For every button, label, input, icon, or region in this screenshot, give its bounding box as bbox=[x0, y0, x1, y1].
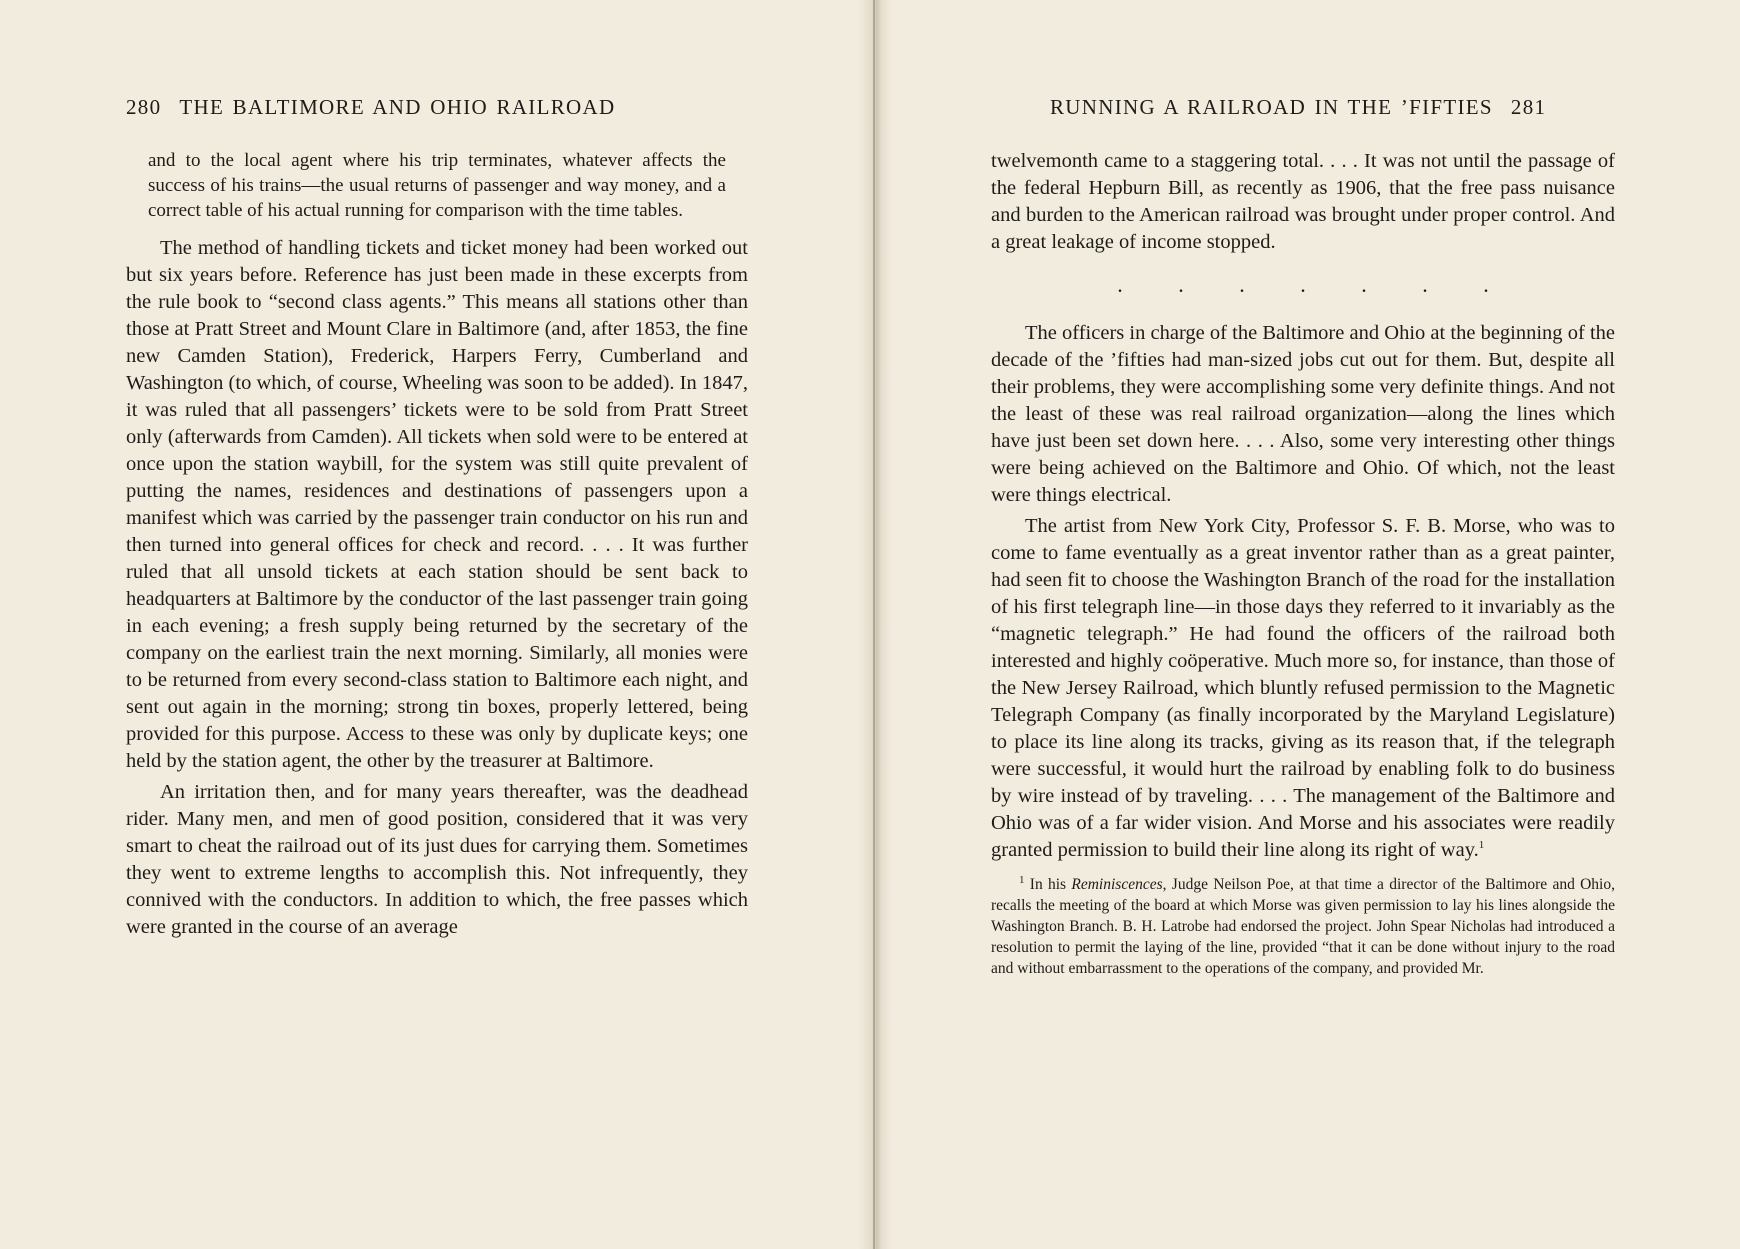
footnote-text: , Judge Neilson Poe, at that time a director of the Baltimore and Ohio, recalls the meeting of the board at which Morse was given permission to lay his lines alongside the Washington Branch. B. H. Latrobe had endorsed the project. John Spear Nicholas had introduced a resolution to permit the laying of the line, provided “that it can be done without injury to the road and without embarrassment to the operations of the company, and provided Mr. bbox=[991, 876, 1615, 977]
footnote bbox=[991, 874, 1615, 979]
rule-book-excerpt: and to the local agent where his trip terminates, whatever affects the success of his trains—the usual returns of passenger and way money, and a correct table of his actual running for comparison with the time tables. bbox=[148, 150, 726, 221]
paragraph-continuation: twelvemonth came to a staggering total. . . . It was not until the passage of the federal Hepburn Bill, as recently as 1906, that the free pass nuisance and burden to the American railroad was brought under proper control. And a great leakage of income stopped. bbox=[991, 150, 1615, 253]
right-page-number: 281 bbox=[1510, 95, 1547, 119]
right-page-body bbox=[991, 148, 1615, 995]
footnote-marker: 1 bbox=[1019, 873, 1025, 886]
left-running-head bbox=[126, 95, 615, 120]
footnote-prefix: In his bbox=[1029, 876, 1072, 893]
paragraph-officers: The officers in charge of the Baltimore and Ohio at the beginning of the decade of the ’fifties had man-sized jobs cut out for them. But, despite all their problems, they were accomplishing some very definite things. And not the least of these was real railroad organization—along the lines which have just been set down here. . . . Also, some very interesting other things were being achieved on the Baltimore and Ohio. Of which, not the least were things electrical. bbox=[991, 322, 1615, 506]
book-gutter bbox=[858, 0, 892, 1249]
right-page bbox=[892, 0, 1740, 1249]
paragraph-tickets: The method of handling tickets and ticket money had been worked out but six years before. Reference has just been made in these excerpts from the rule book to “second class agents.” This means all stations other than those at Pratt Street and Mount Clare in Baltimore (and, after 1853, the fine new Camden Station), Frederick, Harpers Ferry, Cumberland and Washington (to which, of course, Wheeling was soon to be added). In 1847, it was ruled that all passengers’ tickets were to be sold from Pratt Street only (afterwards from Camden). All tickets when sold were to be entered at once upon the station waybill, for the system was still quite prevalent of putting the names, residences and destinations of passengers upon a manifest which was carried by the passenger train conductor on his run and then turned into general offices for check and record. . . . It was further ruled that all unsold tickets at each station should be sent back to headquarters at Baltimore by the conductor of the last passenger train going in each evening; a fresh supply being returned by the secretary of the company on the earliest train the next morning. Similarly, all monies were to be returned from every second-class station to Baltimore each night, and sent out again in the morning; strong tin boxes, properly lettered, being provided for this purpose. Access to these was only by duplicate keys; one held by the station agent, the other by the treasurer at Baltimore. bbox=[126, 237, 748, 772]
footnote-book-title: Reminiscences bbox=[1071, 876, 1163, 893]
left-page bbox=[0, 0, 858, 1249]
left-running-title: THE BALTIMORE AND OHIO RAILROAD bbox=[179, 95, 616, 119]
gutter-shadow bbox=[873, 0, 875, 1249]
section-break-dots: . . . . . . . bbox=[1117, 272, 1489, 297]
paragraph-morse-text: The artist from New York City, Professor S. F. B. Morse, who was to come to fame eventually as a great inventor rather than as a great painter, had seen fit to choose the Washington Branch of the road for the installation of his first telegraph line—in those days they referred to it invariably as the “magnetic telegraph.” He had found the officers of the railroad both interested and highly coöperative. Much more so, for instance, than those of the New Jersey Railroad, which bluntly refused permission to the Magnetic Telegraph Company (as finally incorporated by the Maryland Legislature) to place its line along its tracks, giving as its reason that, if the telegraph were successful, it would hurt the railroad by enabling folk to do business by wire instead of by traveling. . . . The management of the Baltimore and Ohio was of a far wider vision. And Morse and his associates were readily granted permission to build their line along its right of way. bbox=[991, 515, 1615, 861]
paragraph-morse bbox=[991, 513, 1615, 864]
left-page-number: 280 bbox=[126, 95, 162, 119]
right-running-head bbox=[1050, 95, 1546, 120]
paragraph-deadhead: An irritation then, and for many years thereafter, was the deadhead rider. Many men, and men of good position, considered that it was very smart to cheat the railroad out of its just dues for carrying them. Sometimes they went to extreme lengths to accomplish this. Not infrequently, they connived with the conductors. In addition to which, the free passes which were granted in the course of an average bbox=[126, 781, 748, 938]
footnote-reference: 1 bbox=[1478, 839, 1485, 852]
left-page-body bbox=[126, 148, 748, 941]
right-running-title: RUNNING A RAILROAD IN THE ’FIFTIES bbox=[1050, 95, 1493, 119]
